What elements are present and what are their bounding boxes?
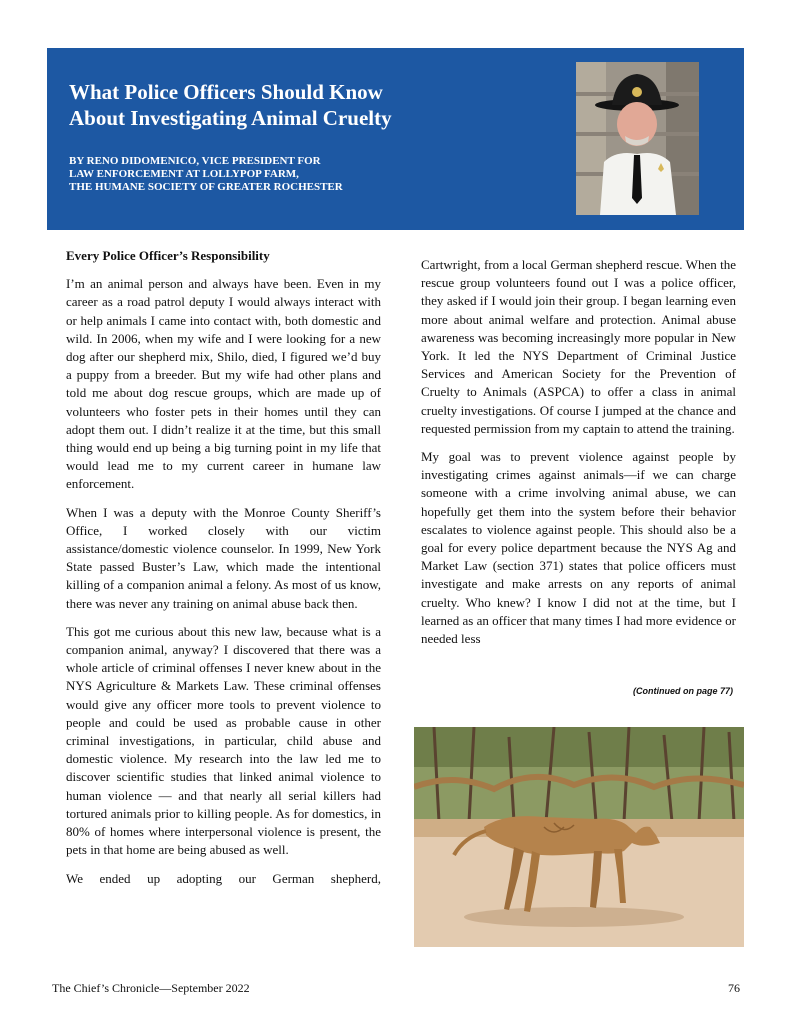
article-paragraph: I’m an animal person and always have been. Even in my career as a road patrol deputy I would always interact with or help animals I came into contact with, both domestic and wild. In 2006, when my wife and I were looking for a new dog after our shepherd mix, Shilo, died, I figured we’d buy a puppy from a breeder. But my wife had other plans and told me about dog rescue groups, which are made up of volunteers who foster pets in their homes until they can adopt them out. I didn’t realize it at the time, but this small thing would end up being a big turning point in my life that would lead me to my current career in humane law enforcement. [66, 276, 381, 492]
article-paragraph: My goal was to prevent violence against people by investigating crimes against animals—if we can charge someone with a crime involving animal abuse, we can hopefully get them into the system before their behavior escalates to violence against people. This should also be a goal for every police department because the NYS Ag and Market Law (section 371) states that police officers must investigate and make arrests on any reports of animal cruelty. Who knew? I know I did not at the time, but I learned as an officer that many times I had more evidence or needed less [421, 449, 736, 647]
byline-line: LAW ENFORCEMENT AT LOLLYPOP FARM, [69, 168, 299, 180]
article-title-line-1: What Police Officers Should Know [69, 80, 383, 104]
article-title-line-2: About Investigating Animal Cruelty [69, 106, 392, 130]
page-number: 76 [728, 981, 740, 995]
article-column-right [421, 256, 736, 658]
byline-line: THE HUMANE SOCIETY OF GREATER ROCHESTER [69, 181, 343, 193]
article-paragraph: When I was a deputy with the Monroe County Sheriff’s Office, I worked closely with our victim assistance/domestic violence counselor. In 1999, New York State passed Buster’s Law, which made the intentional killing of a companion animal a felony. As most of us know, there was never any training on animal abuse back then. [66, 504, 381, 611]
article-column-left [66, 247, 381, 898]
byline-line: BY RENO DIDOMENICO, VICE PRESIDENT FOR [69, 155, 321, 167]
dog-illustration [414, 727, 744, 947]
article-banner [47, 48, 744, 230]
section-heading: Every Police Officer’s Responsibility [66, 248, 270, 263]
article-paragraph: Cartwright, from a local German shepherd rescue. When the rescue group volunteers found out I was a police officer, they asked if I would join their group. I began learning even more about animal welfare and protection. Animal abuse awareness was becoming increasingly more popular in New York. It led the NYS Department of Criminal Justice Services and American Society for the Prevention of Cruelty to Animals (ASPCA) to offer a class in animal cruelty investigations. Of course I jumped at the chance and requested permission from my captain to attend the training. [421, 257, 736, 436]
article-paragraph: This got me curious about this new law, because what is a companion animal, anyway? I discovered that there was a whole article of criminal offenses I never knew about in the NYS Agriculture & Markets Law. These criminal offenses would give any officer more tools to prevent violence to people and could be used as probable cause in other criminal investigations, in particular, child abuse and domestic violence. My research into the law led me to discover scientific studies that linked animal violence to human violence — and that nearly all serial killers had tortured animals prior to killing people. As for domestics, in 80% of homes where interpersonal violence is present, the pets in that home are being abused as well. [66, 623, 381, 858]
emaciated-dog-photo [414, 727, 744, 947]
author-portrait-illustration [576, 62, 699, 215]
continued-note: (Continued on page 77) [633, 686, 733, 696]
article-paragraph: We ended up adopting our German shepherd, [66, 870, 381, 886]
author-byline [69, 155, 529, 194]
publication-footer: The Chief’s Chronicle—September 2022 [52, 981, 250, 995]
article-title [69, 79, 549, 131]
author-portrait-photo [576, 62, 699, 215]
